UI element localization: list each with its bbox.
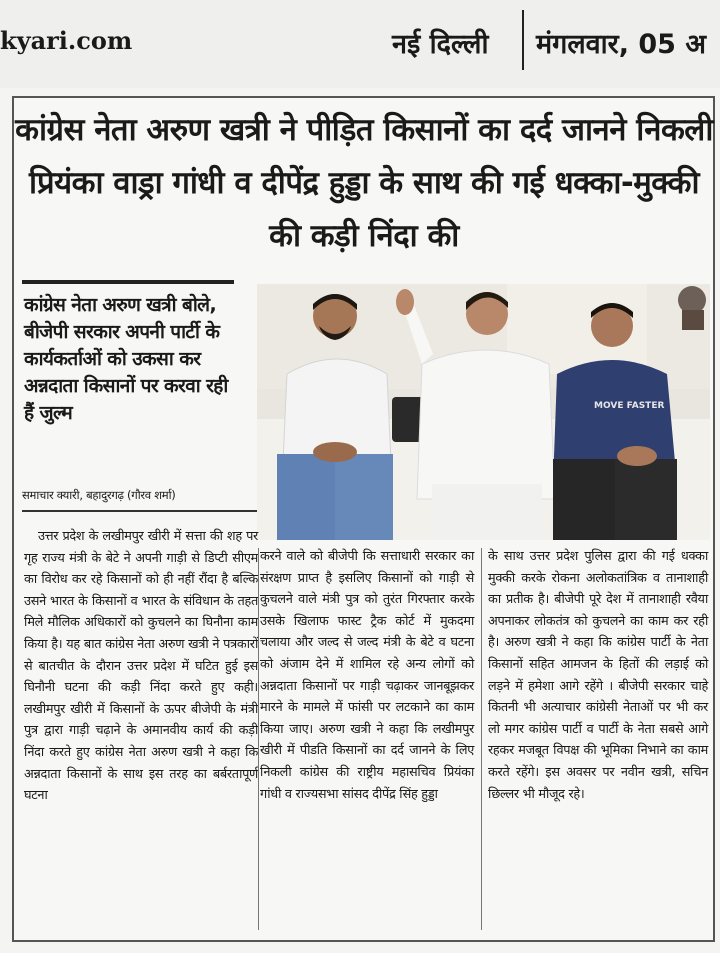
masthead-divider [522,10,524,70]
edition-city: नई दिल्ली [392,29,489,60]
photo-illustration [257,284,710,540]
article-column-1: उत्तर प्रदेश के लखीमपुर खीरी में सत्ता की शह पर गृह राज्य मंत्री के बेटे ने अपनी गाड़ी से डिप्टी सीएम का विरोध कर रहे किसानों को ही नहीं रौंदा है बल्कि उसने भारत के किसानों व भारत के संविधान के तहत मिले मौलिक अधिकारों को कुचलने का घिनौना काम किया है। यह बात कांग्रेस नेता अरुण खत्री ने पत्रकारों से बातचीत के दौरान उत्तर प्रदेश में घटित हुई इस घिनौनी घटना की कड़ी निंदा करते हुए कही। लखीमपुर खीरी में किसानों के ऊपर बीजेपी के मंत्री पुत्र द्वारा गाड़ी चढ़ाने के अमानवीय कार्य की कड़ी निंदा करते हुए कांग्रेस नेता अरुण खत्री ने कहा कि अन्नदाता किसानों के साथ इस तरह का बर्बरतापूर्ण घटना [24,529,258,804]
headline: कांग्रेस नेता अरुण खत्री ने पीड़ित किसानों का दर्द जानने निकली प्रियंका वाड्रा गांधी व दीपेंद्र हुड्डा के साथ की गई धक्का-मुक्की की कड़ी निंदा की [15,112,713,254]
article-column-2: करने वाले को बीजेपी कि सत्ताधारी सरकार का संरक्षण प्राप्त है इसलिए किसानों को गाड़ी से कुचलने वाले मंत्री पुत्र को तुरंत गिरफ्तार करके उसके खिलाफ फास्ट ट्रैक कोर्ट में मुकदमा चलाया और जल्द से जल्द मंत्री के बेटे व घटना को अंजाम देने में शामिल रहे अन्य लोगों को अन्नदाता किसानों पर गाड़ी चढ़ाकर जानबूझकर मारने के मामले में फांसी पर लटकाने का काम किया जाए। अरुण खत्री ने कहा कि लखीमपुर खीरी में पीडति किसानों का दर्द जानने के लिए निकली कांग्रेस की राष्ट्रीय महासचिव प्रियंका गांधी व राज्यसभा सांसद दीपेंद्र सिंह हुड्डा [260,549,474,802]
column-divider [481,548,482,930]
edition-date: मंगलवार, 05 अ [536,29,706,60]
column-divider [258,548,259,930]
shirt-text: MOVE FASTER [594,401,665,411]
news-photo [257,284,710,540]
site-url: kyari.com [0,26,133,55]
byline-rule [22,510,258,512]
subheadline: कांग्रेस नेता अरुण खत्री बोले, बीजेपी सरकार अपनी पार्टी के कार्यकर्ताओं को उकसा कर अन्नदाता किसानों पर करवा रही हैं जुल्म [24,294,228,424]
article-column-3: के साथ उत्तर प्रदेश पुलिस द्वारा की गई धक्का मुक्की करके रोकना अलोकतांत्रिक व तानाशाही का प्रतीक है। बीजेपी पूरे देश में तानाशाही रवैया अपनाकर लोकतंत्र को कुचलने का काम कर रही है। अरुण खत्री ने कहा कि कांग्रेस पार्टी के नेता किसानों सहित आमजन के हितों की लड़ाई को लड़ने में हमेशा आगे रहेंगे । बीजेपी सरकार चाहे कितनी भी अत्याचार कांग्रेसी नेताओं पर भी कर लो मगर कांग्रेस पार्टी व पार्टी के नेता सबसे आगे रहकर मजबूत विपक्ष की भूमिका निभाने का काम करते रहेंगे। इस अवसर पर नवीन खत्री, सचिन छिल्लर भी मौजूद रहे। [488,549,708,802]
subheadline-rule [22,280,234,284]
masthead-bar [0,0,720,88]
byline: समाचार क्यारी, बहादुरगढ़ (गौरव शर्मा) [22,488,176,502]
